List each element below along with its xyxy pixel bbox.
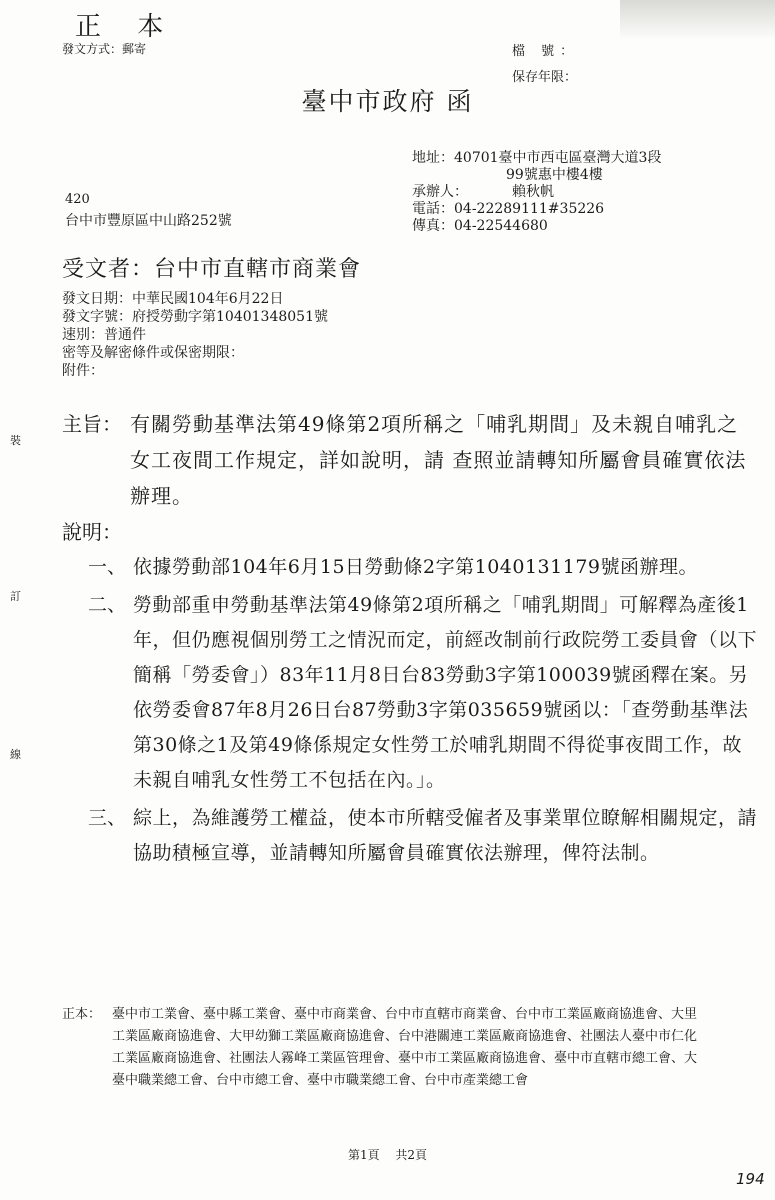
original-copy-stamp: 正 本 <box>75 12 178 42</box>
item-number: 一、 <box>88 556 127 578</box>
copies-to <box>62 1004 702 1092</box>
item-text: 勞動部重申勞動基準法第49條第2項所稱之「哺乳期間」可解釋為產後1年，但仍應視個別勞工之情況而定，前經改制前行政院勞工委員會（以下簡稱「勞委會」）83年11月8日台83勞動3字第100039號函釋在案。另依勞委會87年8月26日台87勞動3字第035659號函以：「查勞動基準法第30條之1及第49條係規定女性勞工於哺乳期間不得從事夜間工作，故未親自哺乳女性勞工不包括在內。」。 <box>133 594 758 791</box>
handler-name: 賴秋帆 <box>512 184 554 200</box>
document-number: 發文字號：府授勞動字第10401348051號 <box>62 309 328 325</box>
total-pages: 共2頁 <box>395 1148 428 1162</box>
document-title: 臺中市政府 函 <box>301 87 474 116</box>
item-text: 依據勞動部104年6月15日勞動條2字第1040131179號函辦理。 <box>133 556 699 578</box>
binding-mark-2: 訂 <box>10 590 21 603</box>
speed-class: 速別：普通件 <box>62 327 146 343</box>
phone-number: 04-22289111#35226 <box>454 201 605 217</box>
item-number: 三、 <box>88 807 127 829</box>
explanation-item <box>88 588 758 798</box>
address-line1: 40701臺中市西屯區臺灣大道3段 <box>454 150 662 166</box>
fax-label: 傳真： <box>412 218 454 234</box>
addressee: 受文者：台中市直轄市商業會 <box>62 257 362 282</box>
copies-label: 正本： <box>62 1007 102 1022</box>
sender-info <box>412 150 661 235</box>
binding-mark-3: 線 <box>10 748 21 761</box>
handwritten-note: 194 <box>736 1170 765 1188</box>
explanation-label: 說明： <box>62 520 122 544</box>
subject <box>62 406 752 514</box>
secrecy-level: 密等及解密條件或保密期限： <box>62 345 244 361</box>
page-number <box>0 1146 775 1163</box>
issue-date: 發文日期：中華民國104年6月22日 <box>62 291 284 307</box>
recipient-zip: 420 <box>65 192 90 207</box>
phone-label: 電話： <box>412 201 454 217</box>
file-number-label: 檔 號： <box>512 44 580 59</box>
copies-text: 臺中市工業會、臺中縣工業會、臺中市商業會、台中市直轄市商業會、台中市工業區廠商協進會、大里工業區廠商協進會、大甲幼獅工業區廠商協進會、台中港關連工業區廠商協進會、社團法人臺中市仁化工業區廠商協進會、社團法人霧峰工業區管理會、臺中市工業區廠商協進會、臺中市直轄市總工會、大臺中職業總工會、台中市總工會、臺中市職業總工會、台中市產業總工會 <box>112 1007 698 1088</box>
explanation-item <box>88 550 758 585</box>
handler-label: 承辦人： <box>412 184 468 200</box>
attachment: 附件： <box>62 363 104 379</box>
document-meta <box>62 290 328 380</box>
address-label: 地址： <box>412 150 454 166</box>
explanation-list <box>88 550 758 874</box>
scan-shadow <box>620 0 775 40</box>
recipient-address: 台中市豐原區中山路252號 <box>65 213 232 229</box>
subject-text: 有關勞動基準法第49條第2項所稱之「哺乳期間」及未親自哺乳之女工夜間工作規定，詳如說明，請 查照並請轉知所屬會員確實依法辦理。 <box>130 412 747 508</box>
explanation-item <box>88 801 758 871</box>
address-line2: 99號惠中樓4樓 <box>506 167 603 183</box>
item-text: 綜上，為維護勞工權益，使本市所轄受僱者及事業單位瞭解相關規定，請協助積極宣導，並請轉知所屬會員確實依法辦理，俾符法制。 <box>133 807 758 864</box>
fax-number: 04-22544680 <box>454 218 548 234</box>
current-page: 第1頁 <box>347 1148 380 1162</box>
binding-mark-1: 裝 <box>10 434 21 447</box>
retention-label: 保存年限： <box>512 70 578 85</box>
send-method: 發文方式：郵寄 <box>62 42 147 56</box>
item-number: 二、 <box>88 594 127 616</box>
subject-label: 主旨： <box>62 412 122 436</box>
